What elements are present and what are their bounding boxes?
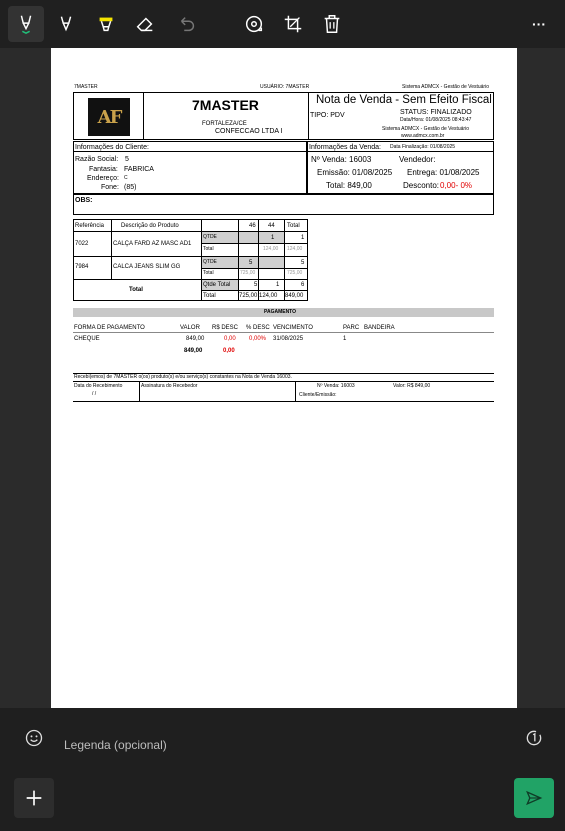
pay-valor: 849,00 [186, 336, 205, 342]
pay-col-forma: FORMA DE PAGAMENTO [74, 325, 145, 331]
doc-header-user: USUÁRIO: 7MASTER [260, 84, 310, 90]
col-header-desc: Descrição do Produto [121, 223, 179, 229]
add-media-button[interactable] [14, 778, 54, 818]
pay-col-parc: PARC [343, 325, 360, 331]
row1-total-label: Total [203, 246, 214, 252]
eraser-icon [134, 13, 156, 35]
image-canvas [0, 48, 565, 708]
pay-col-bandeira: BANDEIRA [364, 325, 395, 331]
pen-icon [15, 13, 37, 35]
row2-qtde-label: QTDE [203, 259, 217, 265]
col-header-46: 46 [249, 223, 256, 229]
pay-col-rsdesc: R$ DESC [212, 325, 239, 331]
pay-sum-desc: 0,00 [223, 348, 235, 354]
row2-q46: 5 [249, 260, 253, 266]
receipt-value: Valor: R$ 849,00 [393, 383, 431, 389]
send-icon [524, 788, 544, 808]
row1-qtotal: 1 [301, 235, 305, 241]
highlighter-icon [95, 13, 117, 35]
delete-button[interactable] [314, 6, 350, 42]
col-header-total: Total [287, 223, 300, 229]
eraser-tool-button[interactable] [127, 6, 163, 42]
row1-ttotal: 124,00 [287, 246, 303, 252]
company-city: FORTALEZA/CE [202, 121, 247, 127]
status-label: STATUS: FINALIZADO [400, 109, 472, 116]
razao-social-value: 5 [125, 156, 129, 163]
finalization-date: Data Finalização: 01/08/2025 [390, 144, 456, 150]
col-header-44: 44 [268, 223, 275, 229]
sum-ttotal: 849,00 [285, 293, 304, 299]
pay-col-pdesc: % DESC [246, 325, 270, 331]
row2-ref: 7984 [75, 264, 89, 270]
row2-desc: CALCA JEANS SLIM GG [113, 264, 181, 270]
document-page [51, 48, 517, 708]
obs-box [73, 194, 494, 215]
document-title: Nota de Venda - Sem Efeito Fiscal [316, 94, 492, 106]
company-name: 7MASTER [192, 97, 259, 113]
doc-header-left: 7MASTER [74, 84, 98, 90]
pay-col-valor: VALOR [180, 325, 200, 331]
row2-t46: 725,00 [240, 270, 256, 276]
qtde-total-label: Qtde Total [203, 282, 231, 288]
sum-t46: 725,00 [239, 293, 258, 299]
view-once-icon[interactable] [524, 728, 544, 748]
row2-total-label: Total [203, 270, 214, 276]
client-info-header: Informações do Cliente: [75, 144, 149, 151]
receipt-text: Recebi(emos) de 7MASTER o(os) produto(s) e/ou serviço(s) constantes na Nota de Venda 16003. [74, 374, 292, 380]
pay-pdesc: 0,00% [249, 336, 267, 342]
more-options-button[interactable]: ··· [532, 16, 546, 32]
send-button[interactable] [514, 778, 554, 818]
delivery-date: Entrega: 01/08/2025 [407, 168, 480, 177]
receipt-sale-number: Nº Venda: 16003 [317, 383, 355, 389]
company-logo: AF [88, 98, 130, 136]
highlighter-tool-button[interactable] [88, 6, 124, 42]
pay-parc: 1 [343, 336, 347, 342]
fone-label: Fone: [101, 184, 119, 191]
marker-icon [55, 13, 77, 35]
row1-t44: 124,00 [263, 246, 279, 252]
receipt-signature-label: Assinatura do Recebedor [141, 383, 198, 389]
fantasia-label: Fantasia: [89, 166, 118, 173]
caption-bar [0, 708, 565, 831]
sum-q44: 1 [276, 282, 280, 288]
seller-label: Vendedor: [399, 155, 436, 164]
row1-q44: 1 [271, 235, 275, 241]
datetime-label: Data/Hora: 01/08/2025 08:43:47 [400, 117, 472, 123]
receipt-date-blank: / / [92, 391, 97, 397]
pay-sum-valor: 849,00 [184, 348, 203, 354]
pay-rsdesc: 0,00 [224, 336, 236, 342]
editor-toolbar [0, 0, 565, 48]
receipt-date-label: Data do Recebimento [74, 383, 123, 389]
razao-social-label: Razão Social: [75, 156, 119, 163]
trash-icon [321, 13, 343, 35]
pay-col-venc: VENCIMENTO [273, 325, 313, 331]
rotate-button[interactable] [236, 6, 272, 42]
col-header-ref: Referência [75, 223, 105, 229]
row1-desc: CALÇA FARD AZ MASC AD1 [113, 241, 192, 247]
crop-icon [282, 13, 304, 35]
sum-qtotal: 6 [301, 282, 305, 288]
sale-number: Nº Venda: 16003 [311, 155, 372, 164]
payment-title: PAGAMENTO [264, 309, 297, 315]
tipo-label: TIPO: PDV [310, 112, 345, 119]
endereco-value: C [124, 175, 128, 181]
pay-venc: 31/08/2025 [273, 336, 304, 342]
receipt-client: Cliente/Emissão: [299, 392, 337, 398]
caption-input[interactable]: Legenda (opcional) [64, 738, 167, 752]
pen-tool-button[interactable] [8, 6, 44, 42]
pay-forma: CHEQUE [74, 336, 100, 342]
discount-value: 0,00- 0% [440, 181, 473, 190]
row2-qtotal: 5 [301, 260, 305, 266]
table-sum-label: Total [129, 287, 143, 293]
fantasia-value: FABRICA [124, 166, 154, 173]
undo-icon [176, 13, 198, 35]
rotate-icon [243, 13, 265, 35]
endereco-label: Endereço: [87, 175, 119, 182]
plus-icon [23, 787, 45, 809]
discount-label: Desconto: [403, 181, 440, 190]
sum-q46: 5 [254, 282, 258, 288]
fone-value: (85) [124, 184, 137, 191]
company-legal-name: CONFECCAO LTDA I [215, 128, 283, 135]
row1-ref: 7022 [75, 241, 89, 247]
crop-button[interactable] [275, 6, 311, 42]
issue-date: Emissão: 01/08/2025 [317, 168, 393, 177]
system-label: Sistema ADMCX - Gestão de Vestuário [382, 126, 469, 132]
sale-info-header: Informações da Venda: [309, 144, 381, 151]
system-site: www.admcx.com.br [401, 133, 445, 139]
emoji-icon[interactable] [24, 728, 44, 748]
row2-ttotal: 725,00 [287, 270, 303, 276]
doc-header-system: Sistema ADMCX - Gestão de Vestuário [402, 84, 489, 90]
sale-total: Total: 849,00 [326, 181, 372, 190]
sum-t44: 124,00 [259, 293, 278, 299]
sum-total-label: Total [203, 293, 216, 299]
row1-qtde-label: QTDE [203, 234, 217, 240]
undo-button[interactable] [169, 6, 205, 42]
marker-tool-button[interactable] [48, 6, 84, 42]
obs-label: OBS: [75, 197, 93, 204]
